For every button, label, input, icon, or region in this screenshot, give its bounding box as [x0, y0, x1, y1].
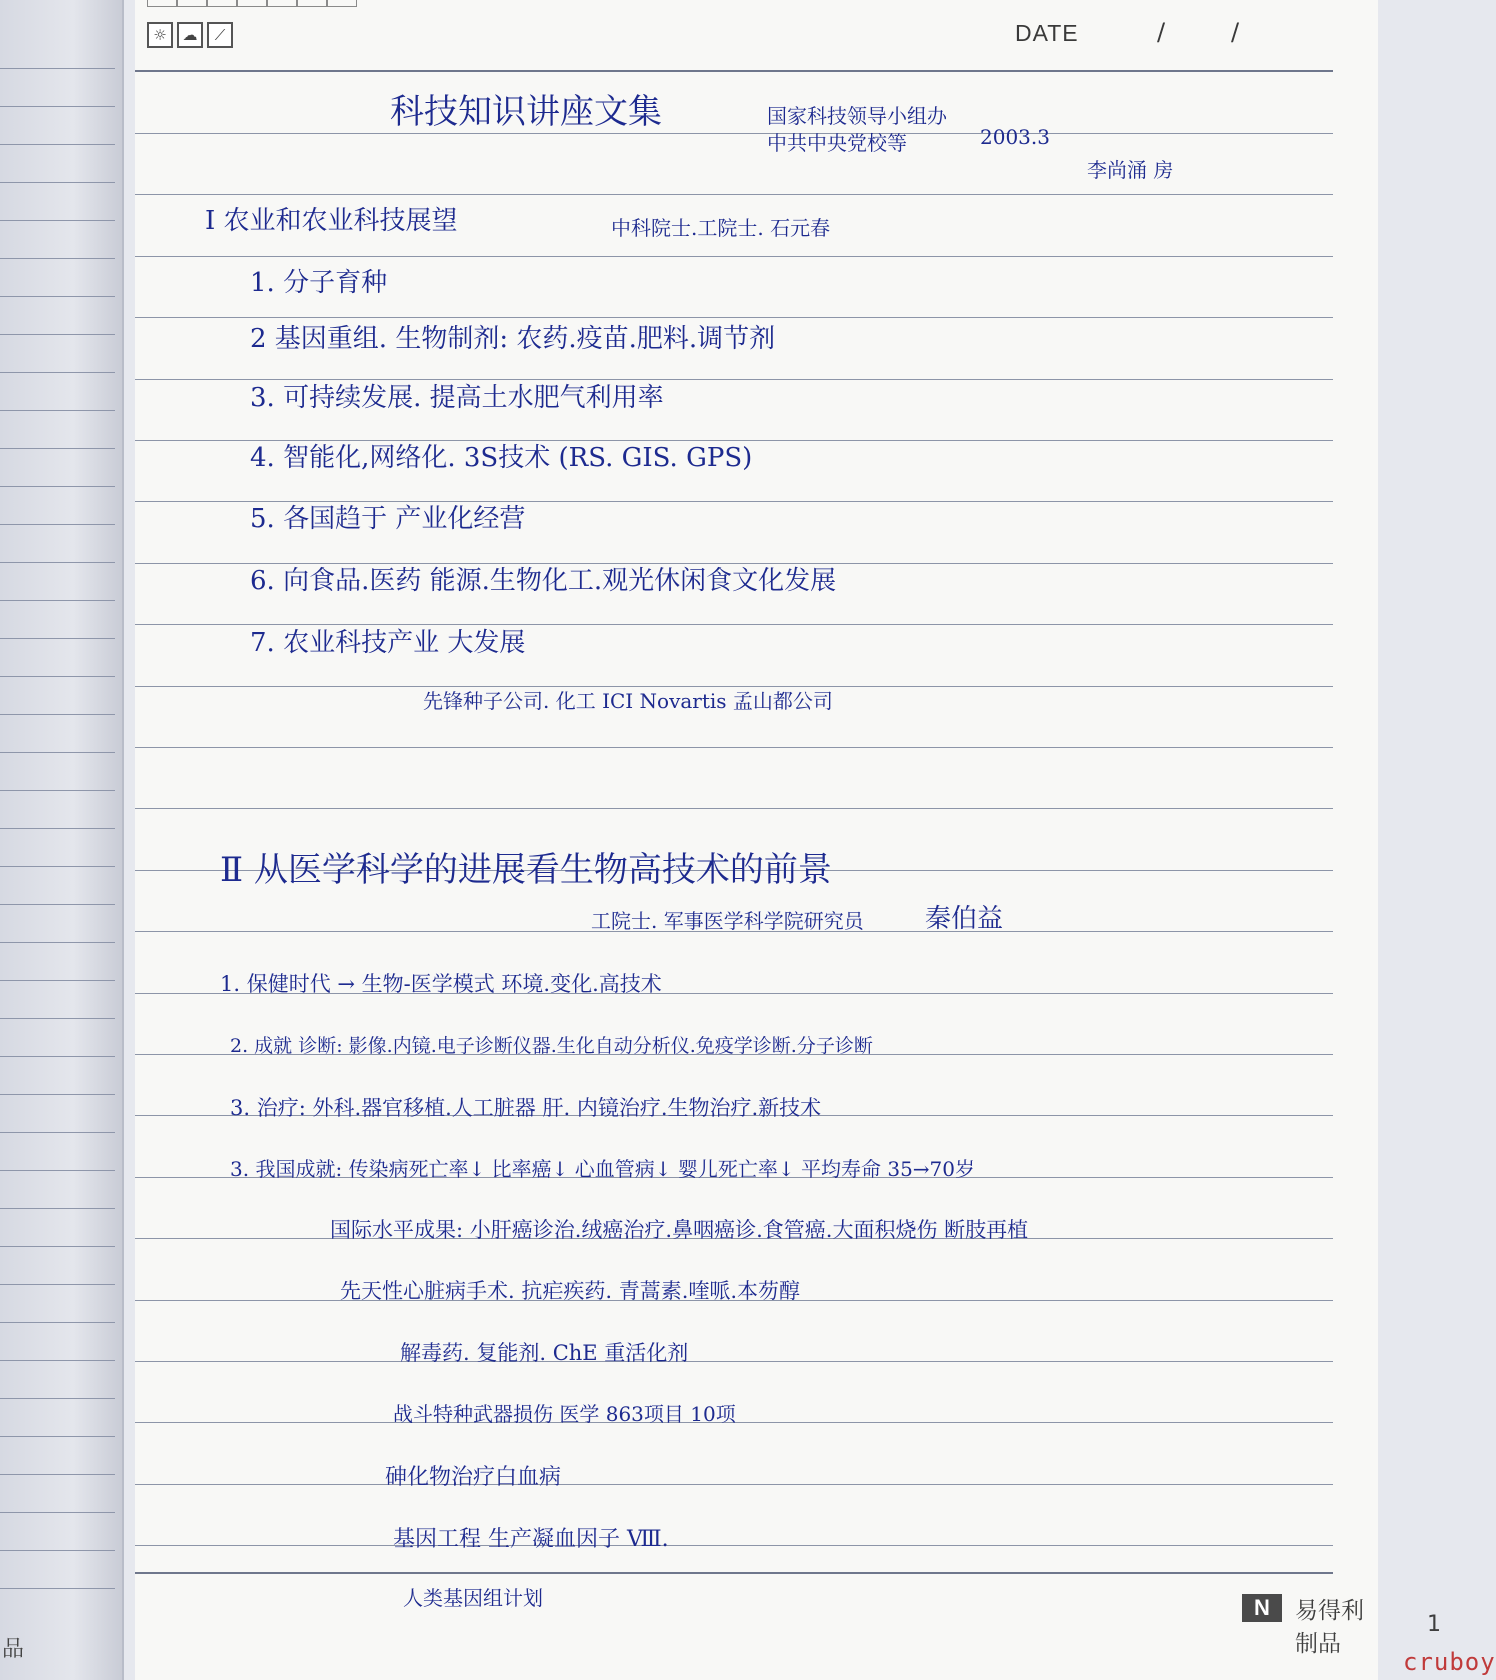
adjacent-ruled-line	[0, 714, 115, 715]
list-item: 3. 可持续发展. 提高土水肥气利用率	[250, 383, 664, 413]
achievement-line: 砷化物治疗白血病	[385, 1465, 562, 1490]
adjacent-ruled-line	[0, 68, 115, 69]
adjacent-ruled-line	[0, 638, 115, 639]
adjacent-ruled-line	[0, 1322, 115, 1323]
weekday-cell	[327, 0, 357, 7]
date-label: DATE	[1015, 20, 1079, 46]
adjacent-ruled-line	[0, 220, 115, 221]
date-separator: /	[1231, 18, 1240, 46]
adjacent-ruled-line	[0, 1588, 115, 1589]
adjacent-ruled-line	[0, 600, 115, 601]
adjacent-ruled-line	[0, 1056, 115, 1057]
adjacent-ruled-line	[0, 1550, 115, 1551]
adjacent-ruled-line	[0, 1170, 115, 1171]
adjacent-ruled-line	[0, 182, 115, 183]
adjacent-ruled-line	[0, 1284, 115, 1285]
list-item: 3. 治疗: 外科.器官移植.人工脏器 肝. 内镜治疗.生物治疗.新技术	[230, 1096, 822, 1120]
footer-rule	[135, 1572, 1333, 1574]
adjacent-ruled-line	[0, 1436, 115, 1437]
adjacent-ruled-line	[0, 1474, 115, 1475]
achievement-line: 先天性心脏病手术. 抗疟疾药. 青蒿素.喹哌.本芴醇	[340, 1279, 801, 1303]
section-heading: Ⅱ 从医学科学的进展看生物高技术的前景	[220, 850, 832, 890]
list-item: 2. 成就 诊断: 影像.内镜.电子诊断仪器.生化自动分析仪.免疫学诊断.分子诊断	[230, 1035, 873, 1057]
adjacent-ruled-line	[0, 334, 115, 335]
adjacent-ruled-line	[0, 942, 115, 943]
adjacent-ruled-line	[0, 1208, 115, 1209]
adjacent-page-mark: 品	[2, 1637, 25, 1662]
section-speaker: 工院士. 军事医学科学院研究员	[591, 909, 864, 933]
adjacent-ruled-line	[0, 1360, 115, 1361]
organizer-line: 国家科技领导小组办	[767, 104, 947, 128]
ruled-line	[135, 1361, 1333, 1362]
adjacent-ruled-line	[0, 486, 115, 487]
ruled-line	[135, 133, 1333, 134]
adjacent-ruled-line	[0, 296, 115, 297]
list-item: 1. 保健时代 → 生物-医学模式 环境.变化.高技术	[220, 972, 662, 996]
weekday-cell	[237, 0, 267, 7]
ruled-line	[135, 747, 1333, 748]
achievement-line: 解毒药. 复能剂. ChE 重活化剂	[400, 1341, 689, 1365]
adjacent-ruled-line	[0, 790, 115, 791]
brand-text: 易得利制品	[1295, 1598, 1364, 1657]
speaker-name: 秦伯益	[925, 904, 1004, 934]
achievement-line: 战斗特种武器损伤 医学 863项目 10项	[393, 1402, 736, 1426]
year-note: 2003.3	[980, 125, 1050, 149]
organizer-line: 中共中央党校等	[767, 131, 907, 155]
ruled-line	[135, 808, 1333, 809]
watermark: cruboy	[1403, 1648, 1496, 1676]
adjacent-ruled-line	[0, 828, 115, 829]
adjacent-ruled-line	[0, 752, 115, 753]
achievement-line: 国际水平成果: 小肝癌诊治.绒癌治疗.鼻咽癌诊.食管癌.大面积烧伤 断肢再植	[330, 1218, 1029, 1242]
adjacent-ruled-line	[0, 980, 115, 981]
achievement-line: 基因工程 生产凝血因子 Ⅷ.	[393, 1527, 669, 1552]
list-item: 1. 分子育种	[250, 268, 388, 298]
ruled-line	[135, 1545, 1333, 1546]
list-item: 3. 我国成就: 传染病死亡率↓ 比率癌↓ 心血管病↓ 婴儿死亡率↓ 平均寿命 35→70岁	[230, 1157, 976, 1181]
adjacent-ruled-line	[0, 1246, 115, 1247]
adjacent-ruled-line	[0, 372, 115, 373]
achievement-line: 人类基因组计划	[403, 1586, 543, 1610]
document-title: 科技知识讲座文集	[390, 92, 662, 132]
ruled-line	[135, 256, 1333, 257]
date-separator: /	[1157, 18, 1166, 46]
page-number: 1	[1427, 1612, 1441, 1637]
adjacent-ruled-line	[0, 448, 115, 449]
weekday-cell	[207, 0, 237, 7]
adjacent-ruled-line	[0, 676, 115, 677]
header-rule	[135, 70, 1333, 72]
adjacent-ruled-line	[0, 410, 115, 411]
company-list: 先锋种子公司. 化工 ICI Novartis 孟山都公司	[423, 689, 833, 713]
adjacent-ruled-line	[0, 1132, 115, 1133]
list-item: 4. 智能化,网络化. 3S技术 (RS. GIS. GPS)	[250, 443, 753, 473]
sun-icon: ☼	[147, 22, 173, 48]
adjacent-ruled-line	[0, 106, 115, 107]
adjacent-ruled-line	[0, 1018, 115, 1019]
section-speaker: 中科院士.工院士. 石元春	[611, 216, 831, 240]
list-item: 6. 向食品.医药 能源.生物化工.观光休闲食文化发展	[250, 566, 837, 596]
adjacent-ruled-line	[0, 1094, 115, 1095]
section-heading: Ⅰ 农业和农业科技展望	[205, 206, 458, 236]
adjacent-ruled-line	[0, 866, 115, 867]
adjacent-ruled-line	[0, 904, 115, 905]
brand-logo-icon: N	[1242, 1594, 1282, 1622]
adjacent-ruled-line	[0, 562, 115, 563]
weekday-cell	[177, 0, 207, 7]
author-note: 李尚涌 房	[1087, 158, 1174, 182]
adjacent-ruled-line	[0, 1398, 115, 1399]
ruled-line	[135, 194, 1333, 195]
notebook-page	[135, 0, 1496, 1680]
adjacent-ruled-line	[0, 1512, 115, 1513]
adjacent-ruled-line	[0, 144, 115, 145]
adjacent-ruled-line	[0, 258, 115, 259]
weekday-boxes	[147, 0, 357, 7]
weekday-cell	[297, 0, 327, 7]
adjacent-ruled-line	[0, 524, 115, 525]
cloud-icon: ☁	[177, 22, 203, 48]
ruled-line	[135, 1484, 1333, 1485]
rain-icon: ⟋	[207, 22, 233, 48]
list-item: 2 基因重组. 生物制剂: 农药.疫苗.肥料.调节剂	[250, 324, 776, 354]
list-item: 5. 各国趋于 产业化经营	[250, 504, 526, 534]
weekday-cell	[267, 0, 297, 7]
weekday-cell	[147, 0, 177, 7]
adjacent-page-edge	[0, 0, 124, 1680]
list-item: 7. 农业科技产业 大发展	[250, 628, 526, 658]
weather-icons	[147, 22, 233, 48]
